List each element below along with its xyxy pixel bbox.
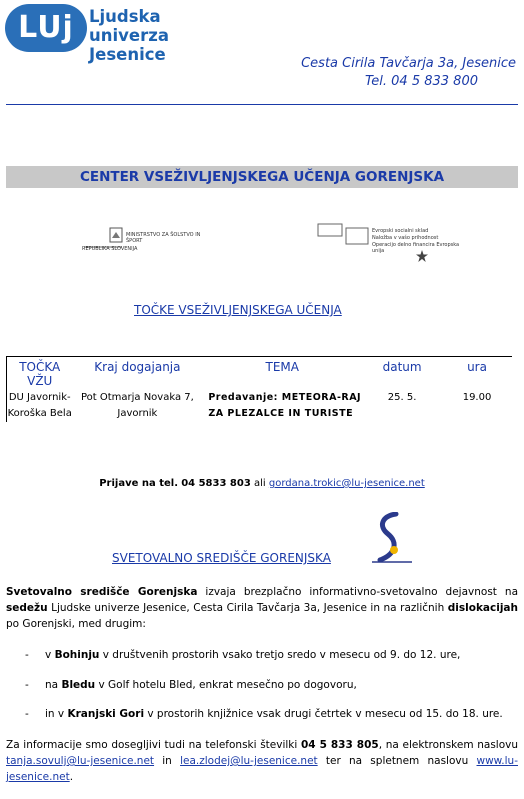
signup-or: ali bbox=[253, 478, 266, 489]
cell-kraj: Pot Otmarja Novaka 7, Javornik bbox=[80, 392, 194, 419]
bullet-pre: in v bbox=[45, 708, 68, 720]
star-icon bbox=[416, 250, 428, 262]
cell-datum: 25. 5. bbox=[387, 392, 417, 403]
contact-text-4: ter na spletnem naslovu bbox=[317, 755, 477, 767]
intro-text-3: po Gorenjski, med drugim: bbox=[6, 618, 146, 630]
esf-text-2: Naložba v vašo prihodnost bbox=[372, 235, 439, 241]
table-header-row bbox=[7, 357, 513, 389]
tocke-title: TOČKE VSEŽIVLJENJSKEGA UČENJA bbox=[134, 303, 342, 317]
cell-ura: 19.00 bbox=[462, 392, 492, 403]
bullet-place: Kranjski Gori bbox=[67, 708, 145, 720]
email-link-lea[interactable]: lea.zlodej@lu-jesenice.net bbox=[180, 755, 318, 767]
header-tocka: TOČKA VŽU bbox=[7, 357, 73, 389]
address-line: Cesta Cirila Tavčarja 3a, Jesenice bbox=[301, 56, 516, 71]
intro-bold-1: Svetovalno središče Gorenjska bbox=[6, 586, 198, 598]
contact-text-2: , na elektronskem naslovu bbox=[378, 739, 518, 751]
bullet-post: v društvenih prostorih vsako tretjo sredo v mesecu od 9. do 12. ure, bbox=[99, 649, 461, 661]
intro-paragraph bbox=[6, 584, 518, 632]
intro-text-2: Ljudske univerze Jesenice, Cesta Cirila Tavčarja 3a, Jesenice in na različnih bbox=[47, 602, 448, 614]
bullet-pre: v bbox=[45, 649, 55, 661]
logo-line-1: Ljudska univerza bbox=[89, 7, 169, 45]
header-ura: ura bbox=[442, 357, 512, 389]
email-link-tanja[interactable]: tanja.sovulj@lu-jesenice.net bbox=[6, 755, 155, 767]
address-block bbox=[301, 55, 516, 91]
contact-text-3: in bbox=[154, 755, 181, 767]
esf-text-3: Operacijo delno financira Evropska unija bbox=[372, 242, 460, 254]
esf-emblem-icon bbox=[316, 222, 372, 262]
svetovalno-logo-icon bbox=[372, 512, 412, 564]
list-item: - v Bohinju v društvenih prostorih vsako tretjo sredo v mesecu od 9. do 12. ure, bbox=[25, 649, 461, 661]
contact-paragraph bbox=[6, 737, 518, 785]
intro-text-1: izvaja brezplačno informativno-svetovalno dejavnost na bbox=[197, 586, 519, 598]
signup-line bbox=[0, 478, 524, 489]
svetovalno-title: SVETOVALNO SREDIŠČE GORENJSKA bbox=[112, 551, 331, 565]
phone-line: Tel. 04 5 833 800 bbox=[364, 74, 478, 89]
header-divider bbox=[6, 104, 518, 105]
ministry-logo bbox=[82, 226, 214, 252]
signup-email-link[interactable]: gordana.trokic@lu-jesenice.net bbox=[268, 478, 425, 489]
signup-phone: 04 5833 803 bbox=[181, 478, 251, 489]
header-kraj: Kraj dogajanja bbox=[72, 357, 202, 389]
intro-bold-3: dislokacijah bbox=[447, 602, 518, 614]
bullet-pre: na bbox=[45, 679, 62, 691]
logo-line-2: Jesenice bbox=[89, 45, 166, 64]
lu-jesenice-logo bbox=[5, 4, 217, 64]
website-link[interactable]: www.lu-jesenice.net bbox=[6, 755, 518, 783]
bullet-post: v prostorih knjižnice vsak drugi četrtek v mesecu od 15. do 18. ure. bbox=[144, 708, 503, 720]
list-item: - na Bledu v Golf hotelu Bled, enkrat mesečno po dogovoru, bbox=[25, 679, 357, 691]
bullet-place: Bledu bbox=[61, 679, 96, 691]
ministry-text-2: MINISTRSTVO ZA ŠOLSTVO IN ŠPORT bbox=[126, 232, 201, 244]
signup-label: Prijave na tel. bbox=[99, 478, 179, 489]
header-datum: datum bbox=[362, 357, 442, 389]
table-row bbox=[7, 388, 513, 422]
ministry-text-1: REPUBLIKA SLOVENIJA bbox=[82, 246, 138, 252]
esf-logo bbox=[316, 222, 468, 262]
contact-text-5: . bbox=[69, 771, 74, 783]
center-banner: CENTER VSEŽIVLJENJSKEGA UČENJA GORENJSKA bbox=[6, 166, 518, 188]
bullet-post: v Golf hotelu Bled, enkrat mesečno po dogovoru, bbox=[95, 679, 357, 691]
bullet-place: Bohinju bbox=[54, 649, 100, 661]
list-item: - in v Kranjski Gori v prostorih knjižnice vsak drugi četrtek v mesecu od 15. do 18. ure. bbox=[25, 708, 503, 720]
esf-text-1: Evropski socialni sklad bbox=[372, 228, 429, 234]
contact-text-1: Za informacije smo dosegljivi tudi na telefonski številki bbox=[6, 739, 301, 751]
intro-bold-2: sedežu bbox=[6, 602, 48, 614]
header-tema: TEMA bbox=[202, 357, 362, 389]
cell-tema: Predavanje: METEORA-RAJ ZA PLEZALCE IN TURISTE bbox=[208, 392, 362, 419]
logo-text bbox=[89, 7, 217, 64]
contact-phone: 04 5 833 805 bbox=[300, 739, 379, 751]
logo-letters: LUj bbox=[18, 10, 74, 45]
events-table bbox=[6, 356, 512, 422]
cell-tocka: DU Javornik-Koroška Bela bbox=[7, 388, 73, 422]
